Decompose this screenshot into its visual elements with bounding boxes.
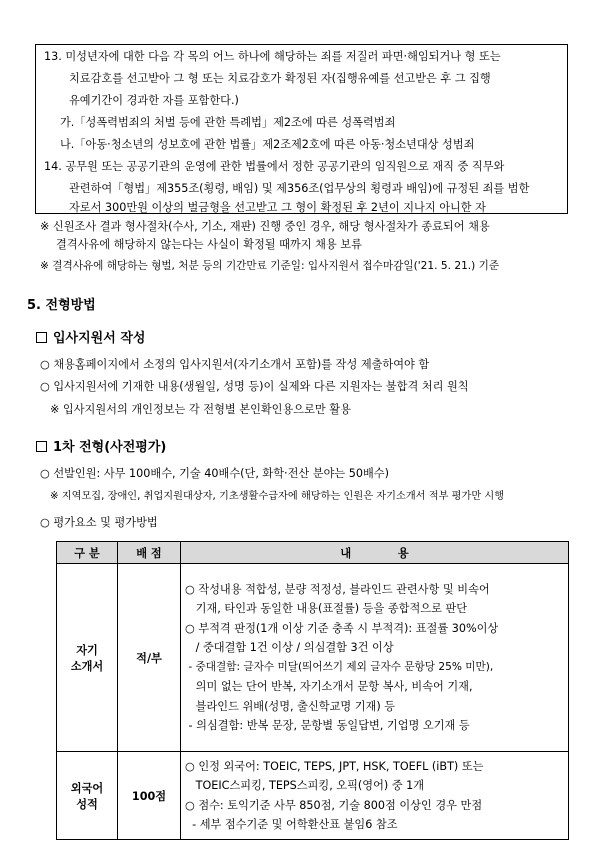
subsection-first-round: 1차 전형(사전평가) (36, 436, 166, 455)
square-bullet-icon (36, 332, 47, 343)
row-category: 외국어 성적 (57, 752, 118, 840)
application-bullet-1: ○ 채용홈페이지에서 소정의 입사지원서(자기소개서 포함)를 작성 제출하여야 함 (40, 358, 430, 371)
first-round-note: ※ 지역모집, 장애인, 취업지원대상자, 기초생활수급자에 해당하는 인원은 자기소개서 적부 평가만 시행 (50, 491, 505, 502)
box-line-14b: 관련하여「형법」제355조(횡령, 배임) 및 제356조(업무상의 횡령과 배임)에 규정된 죄를 범한 (69, 182, 530, 195)
content-line: ○ 작성내용 적합성, 분량 적정성, 블라인드 관련사항 및 비속어 (185, 582, 490, 596)
row-category: 자기 소개서 (57, 564, 118, 752)
application-note: ※ 입사지원서의 개인정보는 각 전형별 본인확인용으로만 활용 (50, 403, 351, 416)
box-line-13c: 유예기간이 경과한 자를 포함한다.) (69, 94, 239, 107)
table-header-row (57, 542, 569, 564)
box-line-14c: 자로서 300만원 이상의 벌금형을 선고받고 그 형이 확정된 후 2년이 지나지 아니한 자 (69, 201, 486, 214)
content-line: ○ 점수: 토익기준 사무 850점, 기술 800점 이상인 경우 만점 (185, 798, 483, 812)
first-round-bullet-2: ○ 평가요소 및 평가방법 (40, 516, 158, 529)
row-score: 적/부 (118, 564, 181, 752)
content-line: - 중대결함: 글자수 미달(띄어쓰기 제외 글자수 문항당 25% 미만), (185, 660, 494, 673)
row-content (181, 752, 569, 840)
content-line: 의미 없는 단어 반복, 자기소개서 문항 복사, 비속어 기재, (185, 680, 473, 693)
subsection-application: 입사지원서 작성 (36, 327, 145, 346)
header-category: 구 분 (57, 542, 118, 564)
content-line: ○ 부적격 판정(1개 이상 기준 충족 시 부적격): 표절률 30%이상 (185, 621, 499, 635)
box-line-ga: 가.「성폭력범죄의 처벌 등에 관한 특례법」제2조에 따른 성폭력범죄 (60, 116, 396, 129)
content-line: - 의심결함: 반복 문장, 문항별 동일답변, 기업명 오기재 등 (185, 719, 470, 732)
header-content: 내 용 (181, 542, 569, 564)
table-row (57, 752, 569, 840)
header-score: 배 점 (118, 542, 181, 564)
content-line: TOEIC스피킹, TEPS스피킹, 오픽(영어) 중 1개 (185, 779, 425, 792)
square-bullet-icon (36, 441, 47, 452)
note-background-check: ※ 신원조사 결과 형사절차(수사, 기소, 재판) 진행 중인 경우, 해당 형사절차가 종료되어 채용 (40, 220, 490, 233)
content-line: ○ 인정 외국어: TOEIC, TEPS, JPT, HSK, TOEFL (iBT) 또는 (185, 759, 484, 773)
content-line: / 중대결함 1건 이상 / 의심결함 3건 이상 (185, 641, 394, 654)
evaluation-table (56, 541, 569, 840)
box-line-13b: 치료감호를 선고받아 그 형 또는 치료감호가 확정된 자(집행유예를 선고받은 후 그 집행 (69, 72, 491, 85)
content-line: 기재, 타인과 동일한 내용(표절률) 등을 종합적으로 판단 (185, 602, 468, 615)
table-row (57, 564, 569, 752)
note-background-check-cont: 결격사유에 해당하지 않는다는 사실이 확정될 때까지 채용 보류 (56, 238, 362, 251)
content-line: 블라인드 위배(성명, 출신학교명 기재) 등 (185, 699, 396, 713)
box-line-14: 14. 공무원 또는 공공기관의 운영에 관한 법률에서 정한 공공기관의 임직원으로 재직 중 직무와 (44, 160, 505, 173)
box-line-13: 13. 미성년자에 대한 다음 각 목의 어느 하나에 해당하는 죄를 저질러 파면·해임되거나 형 또는 (44, 50, 501, 63)
first-round-bullet-1: ○ 선발인원: 사무 100배수, 기술 40배수(단, 화학·전산 분야는 50배수) (40, 467, 389, 480)
row-score: 100점 (118, 752, 181, 840)
section-title: 5. 전형방법 (27, 298, 96, 313)
box-line-na: 나.「아동·청소년의 성보호에 관한 법률」제2조제2호에 따른 아동·청소년대상 성범죄 (60, 138, 475, 151)
content-line: - 세부 점수기준 및 어학환산표 붙임6 참조 (185, 818, 398, 831)
note-deadline-basis: ※ 결격사유에 해당하는 형벌, 처분 등의 기간만료 기준일: 입사지원서 접수마감일('21. 5. 21.) 기준 (40, 260, 500, 272)
row-content (181, 564, 569, 752)
application-bullet-2: ○ 입사지원서에 기재한 내용(생월일, 성명 등)이 실제와 다른 지원자는 불합격 처리 원칙 (40, 380, 469, 393)
